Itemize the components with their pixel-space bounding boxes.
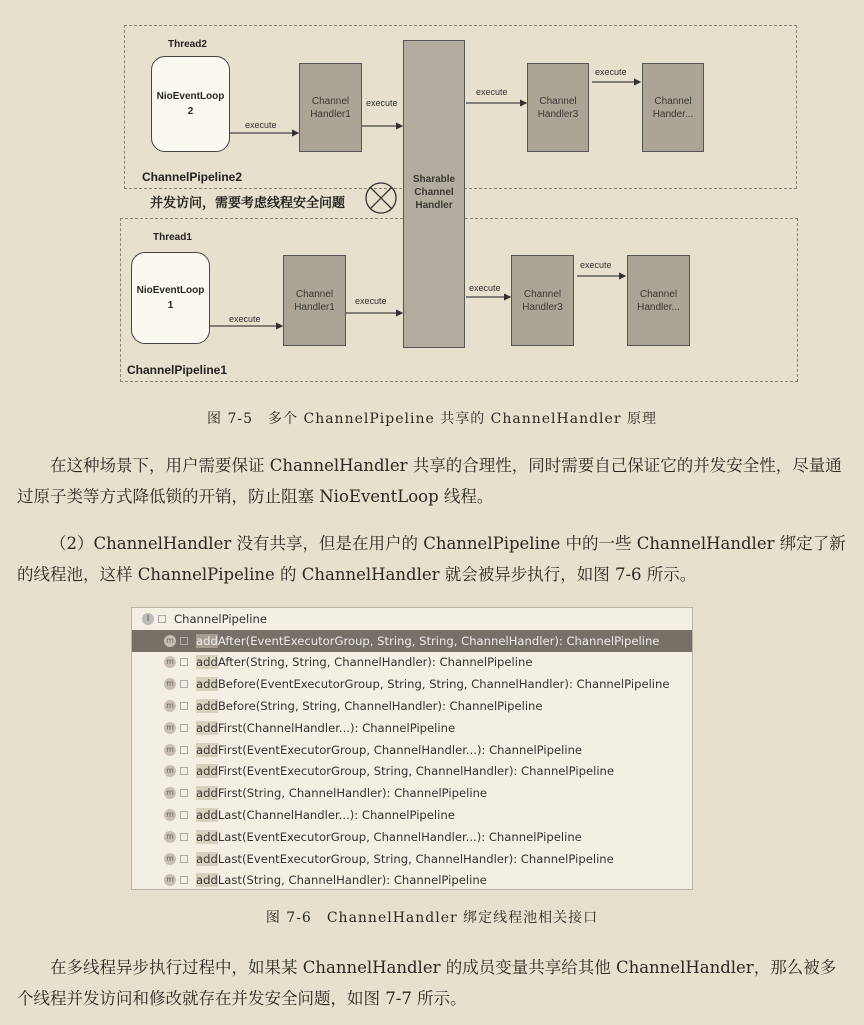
pipeline1-label: ChannelPipeline1	[127, 363, 228, 377]
method-prefix: add	[196, 699, 218, 714]
paragraph: 在这种场景下，用户需要保证 ChannelHandler 共享的合理性，同时需要自己保证它的并发安全性，尽量通过原子类等方式降低锁的开销，防止阻塞 NioEventLoop 线程。	[17, 456, 842, 506]
method-icon: m	[164, 787, 176, 799]
figure-caption: 图 7-6 ChannelHandler 绑定线程池相关接口	[265, 910, 599, 926]
method-signature: Before(EventExecutorGroup, String, String, ChannelHandler): ChannelPipeline	[217, 677, 670, 692]
lock-icon	[180, 789, 188, 797]
method-item[interactable]	[132, 761, 692, 783]
method-icon: m	[164, 700, 176, 712]
method-icon: m	[164, 853, 176, 865]
method-prefix: add	[196, 655, 218, 670]
method-item[interactable]	[132, 739, 692, 761]
method-signature: Before(String, String, ChannelHandler): ChannelPipeline	[217, 699, 543, 714]
interface-icon: I	[142, 613, 154, 625]
method-signature: Last(EventExecutorGroup, String, ChannelHandler): ChannelPipeline	[217, 851, 614, 866]
execute-label: execute	[366, 98, 398, 108]
method-prefix: add	[196, 873, 218, 888]
lock-icon	[180, 658, 188, 666]
method-icon: m	[164, 744, 176, 756]
p2-handler3: Channel Handler3	[527, 63, 589, 152]
method-signature: Last(EventExecutorGroup, ChannelHandler...): ChannelPipeline	[217, 829, 582, 844]
method-signature: First(EventExecutorGroup, ChannelHandler...): ChannelPipeline	[217, 742, 583, 757]
execute-label: execute	[595, 67, 627, 77]
lock-icon	[180, 702, 188, 710]
method-signature: After(EventExecutorGroup, String, String, ChannelHandler): ChannelPipeline	[217, 633, 660, 648]
thread2-label: Thread2	[168, 39, 207, 50]
method-icon: m	[164, 831, 176, 843]
method-item[interactable]	[132, 782, 692, 804]
method-signature: First(String, ChannelHandler): ChannelPipeline	[217, 786, 488, 801]
p1-handler3: Channel Handler3	[511, 255, 574, 346]
nioeventloop2: NioEventLoop 2	[151, 56, 230, 152]
execute-label: execute	[245, 120, 277, 130]
lock-icon	[180, 811, 188, 819]
method-item[interactable]	[132, 652, 692, 674]
method-prefix: add	[196, 786, 218, 801]
method-icon: m	[164, 809, 176, 821]
lock-icon	[158, 615, 166, 623]
lock-icon	[180, 876, 188, 884]
method-signature: Last(String, ChannelHandler): ChannelPipeline	[217, 873, 487, 888]
lock-icon	[180, 833, 188, 841]
lock-icon	[180, 724, 188, 732]
method-prefix: add	[196, 633, 218, 648]
lock-icon	[180, 680, 188, 688]
method-prefix: add	[196, 808, 218, 823]
method-signature: Last(ChannelHandler...): ChannelPipeline	[217, 808, 455, 823]
pipeline2-label: ChannelPipeline2	[142, 170, 243, 184]
thread1-label: Thread1	[153, 232, 192, 243]
paragraph: （2）ChannelHandler 没有共享，但是在用户的 ChannelPipeline 中的一些 ChannelHandler 绑定了新的线程池，这样 ChannelPipeline 的 ChannelHandler 就会被异步执行，如图 7-6 所示。	[17, 534, 846, 584]
method-signature: First(EventExecutorGroup, String, ChannelHandler): ChannelPipeline	[217, 764, 615, 779]
method-prefix: add	[196, 829, 218, 844]
method-icon: m	[164, 765, 176, 777]
lock-icon	[180, 767, 188, 775]
p2-handler1: Channel Handler1	[299, 63, 362, 152]
method-icon: m	[164, 656, 176, 668]
method-list	[131, 607, 693, 890]
method-icon: m	[164, 874, 176, 886]
interface-root[interactable]	[132, 608, 692, 630]
lock-icon	[180, 637, 188, 645]
method-item[interactable]	[132, 826, 692, 848]
method-icon: m	[164, 722, 176, 734]
execute-label: execute	[476, 87, 508, 97]
method-prefix: add	[196, 764, 218, 779]
method-signature: First(ChannelHandler...): ChannelPipeline	[217, 720, 456, 735]
execute-label: execute	[469, 283, 501, 293]
interface-name: ChannelPipeline	[174, 611, 267, 626]
p1-handler1: Channel Handler1	[283, 255, 346, 346]
method-icon: m	[164, 678, 176, 690]
p1-handler-more: Channel Handler...	[627, 255, 690, 346]
execute-label: execute	[355, 296, 387, 306]
figure-caption: 图 7-5 多个 ChannelPipeline 共享的 ChannelHandler 原理	[207, 411, 657, 427]
method-item[interactable]	[132, 870, 692, 890]
method-signature: After(String, String, ChannelHandler): ChannelPipeline	[217, 655, 533, 670]
lock-icon	[180, 746, 188, 754]
p2-handler-more: Channel Hander...	[642, 63, 704, 152]
execute-label: execute	[580, 260, 612, 270]
method-prefix: add	[196, 677, 218, 692]
execute-label: execute	[229, 314, 261, 324]
method-item[interactable]	[132, 673, 692, 695]
method-item[interactable]	[132, 804, 692, 826]
method-item[interactable]	[132, 717, 692, 739]
paragraph: 在多线程异步执行过程中，如果某 ChannelHandler 的成员变量共享给其他 ChannelHandler，那么被多个线程并发访问和修改就存在并发安全问题，如图 7-7 所示。	[17, 958, 837, 1008]
crossed-circle-icon	[366, 183, 396, 213]
method-item[interactable]	[132, 848, 692, 870]
method-prefix: add	[196, 851, 218, 866]
lock-icon	[180, 855, 188, 863]
method-icon: m	[164, 635, 176, 647]
concurrency-warning: 并发访问，需要考虑线程安全问题	[150, 196, 346, 211]
method-item[interactable]	[132, 630, 692, 652]
method-item[interactable]	[132, 695, 692, 717]
method-prefix: add	[196, 742, 218, 757]
nioeventloop1: NioEventLoop 1	[131, 252, 210, 344]
method-prefix: add	[196, 720, 218, 735]
sharable-channel-handler: Sharable Channel Handler	[403, 40, 465, 348]
